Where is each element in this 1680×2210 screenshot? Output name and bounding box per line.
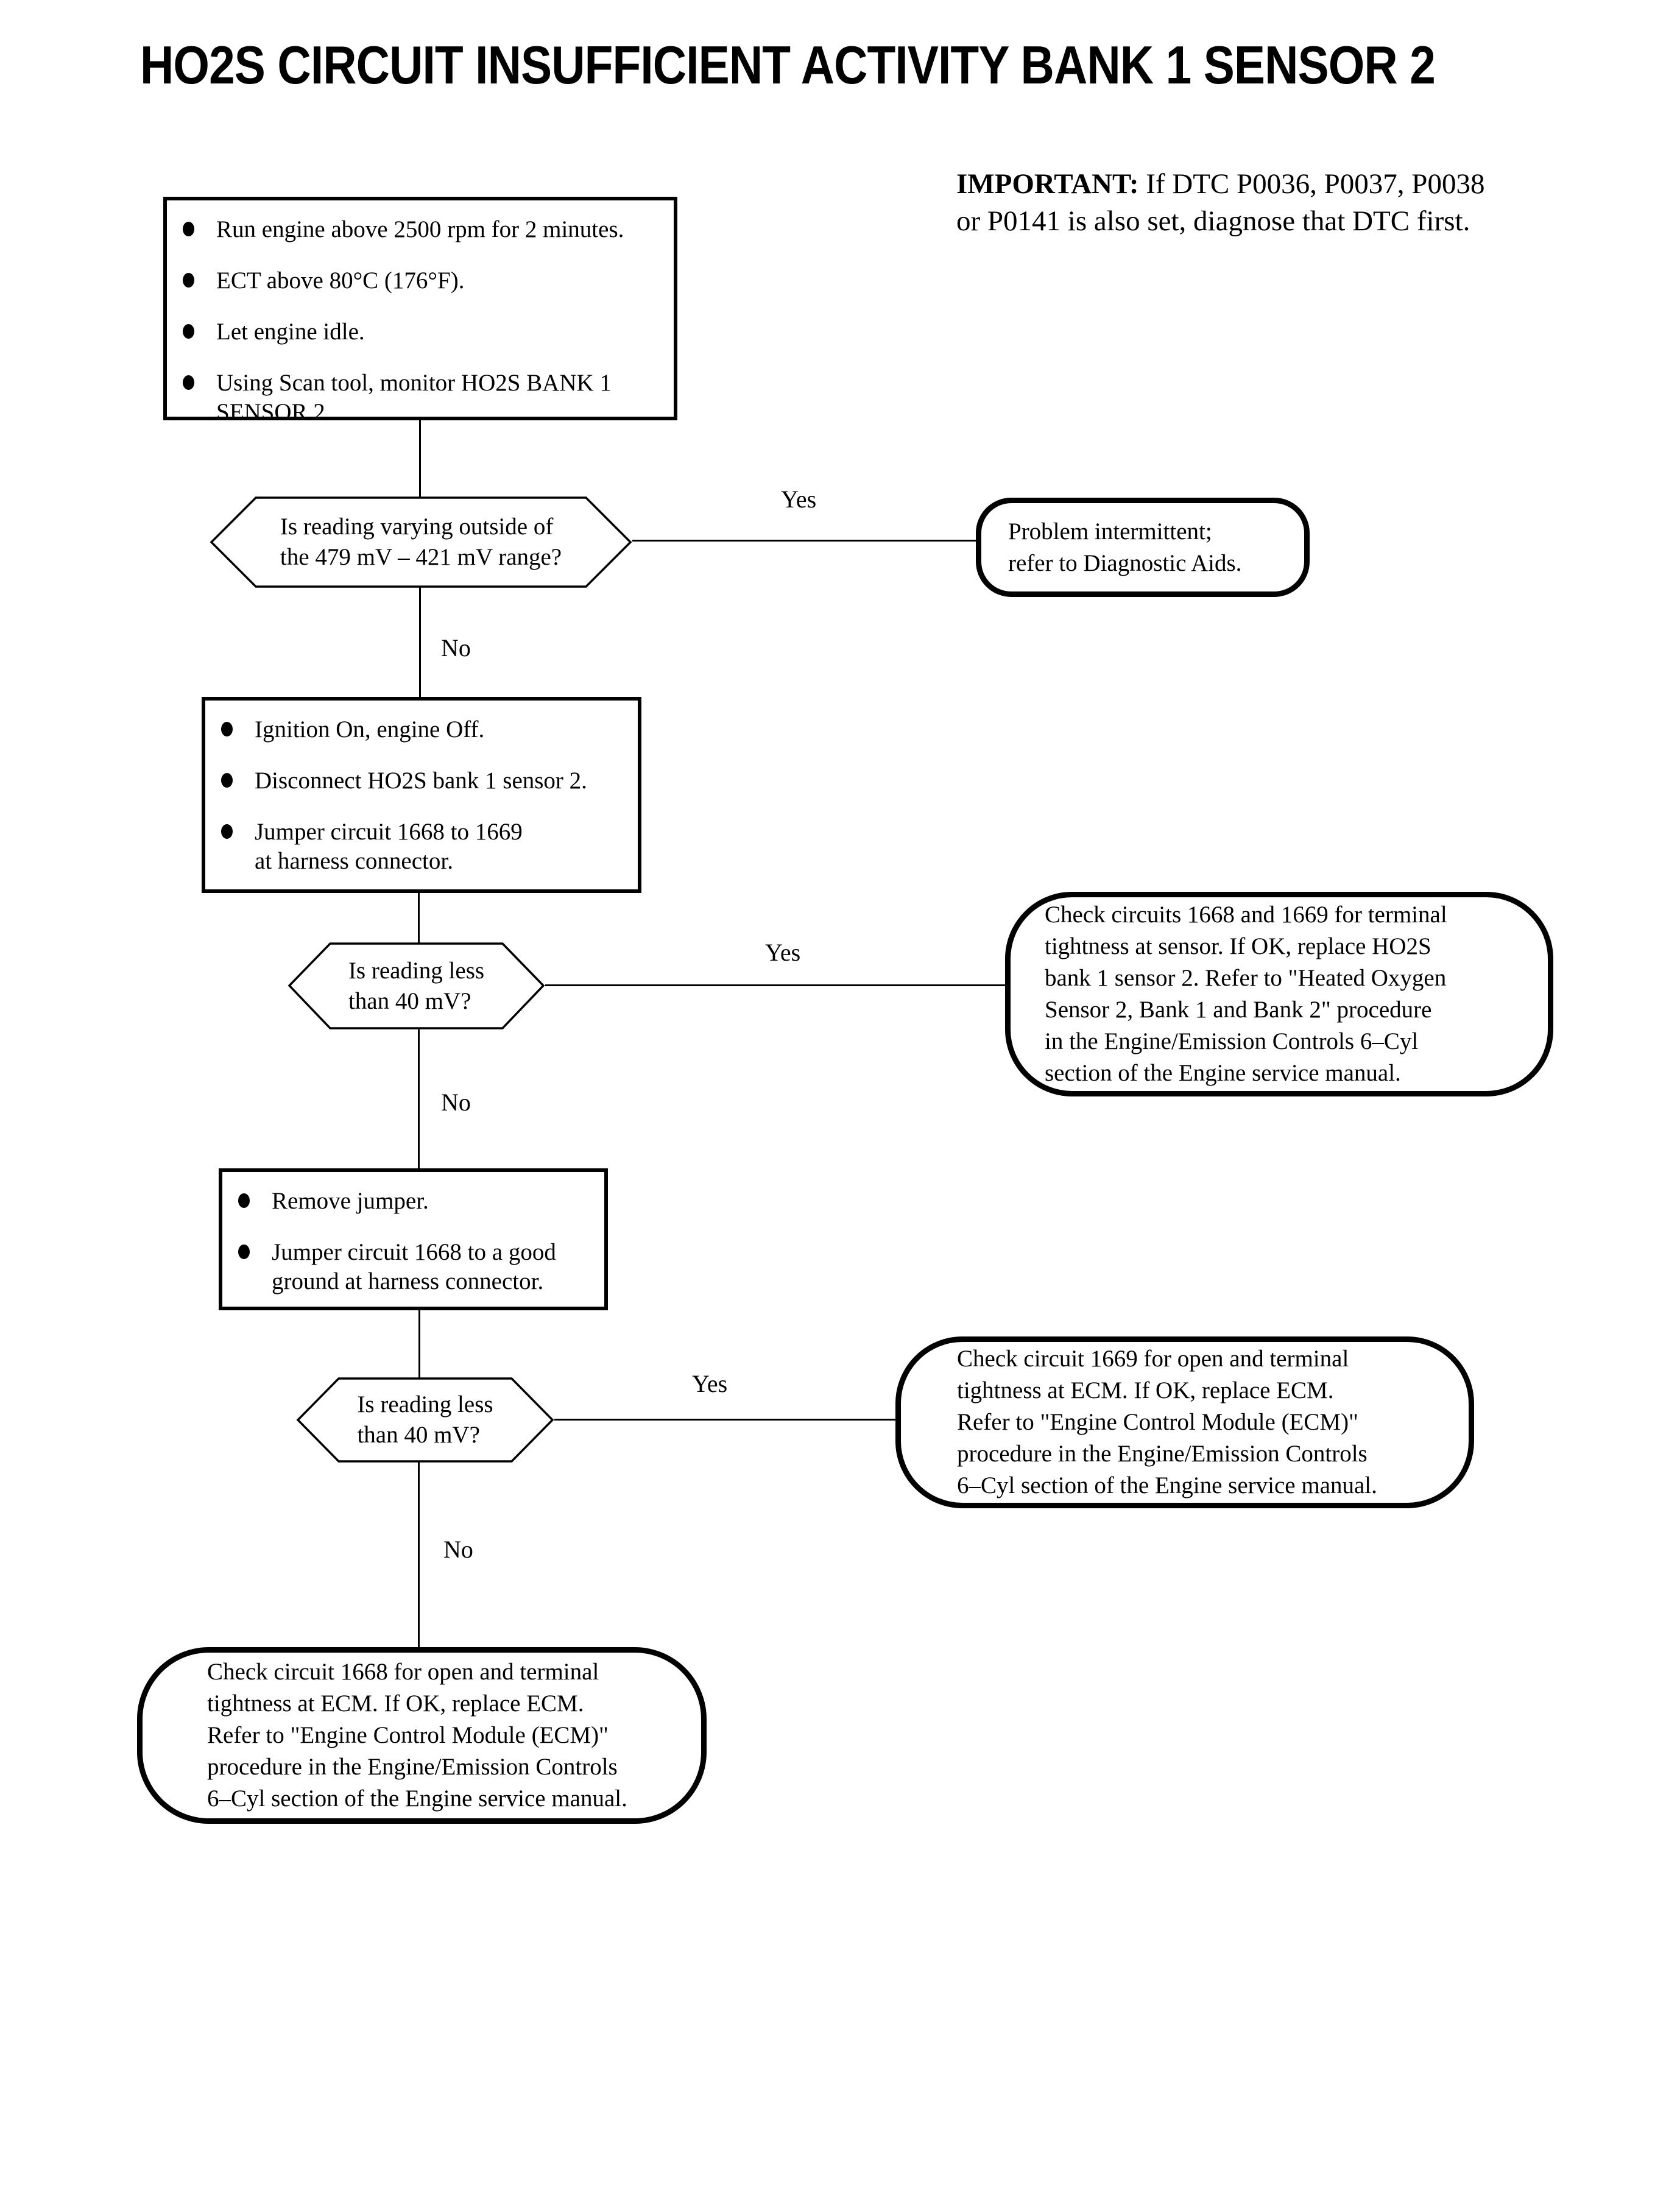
important-label: IMPORTANT:: [956, 168, 1139, 200]
bullet-text: Jumper circuit 1668 to 1669: [255, 819, 523, 845]
bullet-text: ECT above 80°C (176°F).: [216, 267, 465, 294]
bullet-text: Ignition On, engine Off.: [255, 716, 485, 743]
edge-label-yes: Yes: [765, 939, 801, 966]
list-item: [238, 1238, 593, 1296]
connector-line: [554, 1419, 897, 1421]
bullet-icon: [183, 222, 194, 236]
step-box-jumper-ground: [219, 1168, 608, 1310]
result-check-circuit-1669: [895, 1336, 1474, 1508]
result-line: Problem intermittent;: [1008, 518, 1212, 545]
connector-line: [418, 1029, 420, 1170]
bullet-text: Disconnect HO2S bank 1 sensor 2.: [255, 768, 587, 794]
important-line-1: [956, 166, 1626, 203]
bullet-list: [222, 1172, 604, 1296]
connector-line: [632, 540, 977, 542]
connector-line: [418, 1462, 420, 1648]
list-item: [183, 266, 663, 295]
bullet-text: Jumper circuit 1668 to a good: [272, 1239, 556, 1265]
list-item: [221, 766, 627, 796]
result-line: procedure in the Engine/Emission Controls: [207, 1754, 618, 1780]
result-line: Check circuit 1668 for open and terminal: [207, 1659, 599, 1685]
list-item: [238, 1187, 593, 1216]
step-box-initial-checks: [163, 197, 677, 425]
bullet-icon: [238, 1244, 250, 1259]
decision-line-1: Is reading less: [357, 1391, 493, 1417]
connector-line: [545, 984, 1006, 986]
step-box-jumper-1668-1669: [202, 697, 641, 893]
decision-line-1: Is reading less: [348, 957, 485, 984]
decision-reading-less-40mv-2: [296, 1377, 554, 1463]
bullet-text: SENSOR 2.: [216, 399, 331, 425]
bullet-text: Remove jumper.: [272, 1188, 429, 1214]
result-line: 6–Cyl section of the Engine service manual.: [957, 1472, 1377, 1499]
result-line: in the Engine/Emission Controls 6–Cyl: [1045, 1028, 1419, 1054]
important-text-1: If DTC P0036, P0037, P0038: [1146, 168, 1485, 200]
result-line: Refer to "Engine Control Module (ECM)": [957, 1409, 1358, 1435]
bullet-list: [167, 200, 674, 427]
result-line: tightness at ECM. If OK, replace ECM.: [207, 1690, 584, 1717]
bullet-icon: [183, 273, 194, 288]
decision-line-2: the 479 mV – 421 mV range?: [280, 544, 562, 570]
edge-label-yes: Yes: [692, 1370, 728, 1397]
list-item: [183, 215, 663, 244]
bullet-icon: [183, 375, 194, 390]
bullet-icon: [238, 1193, 250, 1208]
edge-label-no: No: [441, 634, 471, 662]
edge-label-yes: Yes: [781, 485, 817, 513]
decision-line-2: than 40 mV?: [357, 1422, 480, 1448]
list-item: [183, 369, 663, 427]
decision-line-2: than 40 mV?: [348, 987, 471, 1014]
result-line: 6–Cyl section of the Engine service manual.: [207, 1785, 627, 1812]
list-item: [183, 317, 663, 347]
result-line: Check circuit 1669 for open and terminal: [957, 1346, 1349, 1372]
result-check-circuit-1668: [137, 1647, 707, 1824]
page-title: HO2S CIRCUIT INSUFFICIENT ACTIVITY BANK 1 SENSOR 2: [140, 35, 1435, 95]
result-line: Check circuits 1668 and 1669 for terminal: [1045, 902, 1447, 928]
important-note: [956, 166, 1626, 240]
bullet-icon: [221, 722, 233, 736]
decision-text: [210, 496, 632, 588]
result-problem-intermittent: [976, 498, 1310, 597]
decision-text: [288, 942, 545, 1030]
bullet-icon: [183, 324, 194, 339]
list-item: [221, 715, 627, 744]
bullet-text: at harness connector.: [255, 848, 453, 874]
result-line: bank 1 sensor 2. Refer to "Heated Oxygen: [1045, 965, 1447, 991]
bullet-icon: [221, 824, 233, 839]
bullet-icon: [221, 773, 233, 788]
bullet-text: Run engine above 2500 rpm for 2 minutes.: [216, 216, 624, 242]
important-text-2: or P0141 is also set, diagnose that DTC first.: [956, 205, 1470, 237]
bullet-list: [205, 701, 638, 876]
bullet-text: Using Scan tool, monitor HO2S BANK 1: [216, 370, 612, 396]
result-line: tightness at ECM. If OK, replace ECM.: [957, 1377, 1334, 1403]
result-line: procedure in the Engine/Emission Controls: [957, 1441, 1368, 1467]
edge-label-no: No: [441, 1089, 471, 1116]
result-check-circuits-1668-1669: [1005, 892, 1553, 1096]
result-line: Sensor 2, Bank 1 and Bank 2" procedure: [1045, 997, 1432, 1023]
result-line: refer to Diagnostic Aids.: [1008, 549, 1242, 576]
list-item: [221, 817, 627, 876]
decision-reading-outside-range: [210, 496, 632, 588]
connector-line: [418, 1309, 420, 1378]
bullet-text: ground at harness connector.: [272, 1268, 544, 1294]
decision-line-1: Is reading varying outside of: [280, 514, 554, 540]
result-line: tightness at sensor. If OK, replace HO2S: [1045, 933, 1431, 959]
decision-text: [296, 1377, 554, 1463]
result-line: Refer to "Engine Control Module (ECM)": [207, 1722, 609, 1748]
decision-reading-less-40mv-1: [288, 942, 545, 1030]
bullet-text: Let engine idle.: [216, 319, 365, 345]
edge-label-no: No: [443, 1536, 473, 1563]
connector-line: [418, 892, 420, 943]
connector-line: [419, 420, 421, 497]
connector-line: [419, 587, 421, 698]
result-line: section of the Engine service manual.: [1045, 1060, 1401, 1086]
